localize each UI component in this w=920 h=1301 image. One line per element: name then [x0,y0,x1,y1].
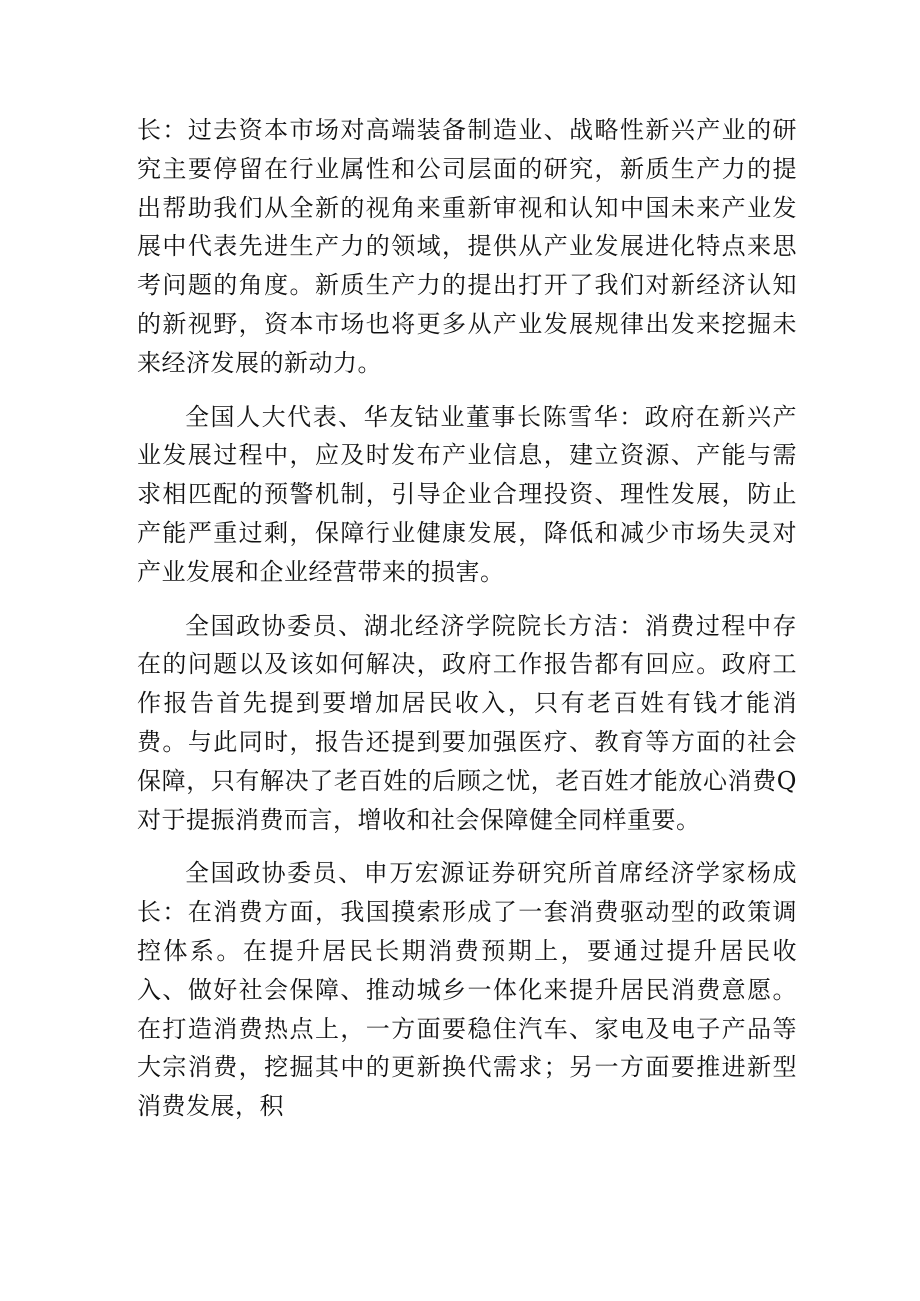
paragraph-continued: 长：过去资本市场对高端装备制造业、战略性新兴产业的研究主要停留在行业属性和公司层面的研究，新质生产力的提出帮助我们从全新的视角来重新审视和认知中国未来产业发展中代表先进生产力的领域，提供从产业发展进化特点来思考问题的角度。新质生产力的提出打开了我们对新经济认知的新视野，资本市场也将更多从产业发展规律出发来挖掘未来经济发展的新动力。 [137,116,797,377]
paragraph-yang-chengzhang: 全国政协委员、申万宏源证券研究所首席经济学家杨成长：在消费方面，我国摸索形成了一套消费驱动型的政策调控体系。在提升居民长期消费预期上，要通过提升居民收入、做好社会保障、推动城乡一体化来提升居民消费意愿。在打造消费热点上，一方面要稳住汽车、家电及电子产品等大宗消费，挖掘其中的更新换代需求；另一方面要推进新型消费发展，积 [137,859,797,1121]
paragraph-fang-jie: 全国政协委员、湖北经济学院院长方洁：消费过程中存在的问题以及该如何解决，政府工作报告都有回应。政府工作报告首先提到要增加居民收入，只有老百姓有钱才能消费。与此同时，报告还提到要加强医疗、教育等方面的社会保障，只有解决了老百姓的后顾之忧，老百姓才能放心消费Q对于提振消费而言，增收和社会保障健全同样重要。 [137,611,797,834]
document-body [137,111,797,1141]
paragraph-chen-xuehua: 全国人大代表、华友钴业董事长陈雪华：政府在新兴产业发展过程中，应及时发布产业信息，建立资源、产能与需求相匹配的预警机制，引导企业合理投资、理性发展，防止产能严重过剩，保障行业健康发展，降低和减少市场失灵对产业发展和企业经营带来的损害。 [137,402,797,586]
